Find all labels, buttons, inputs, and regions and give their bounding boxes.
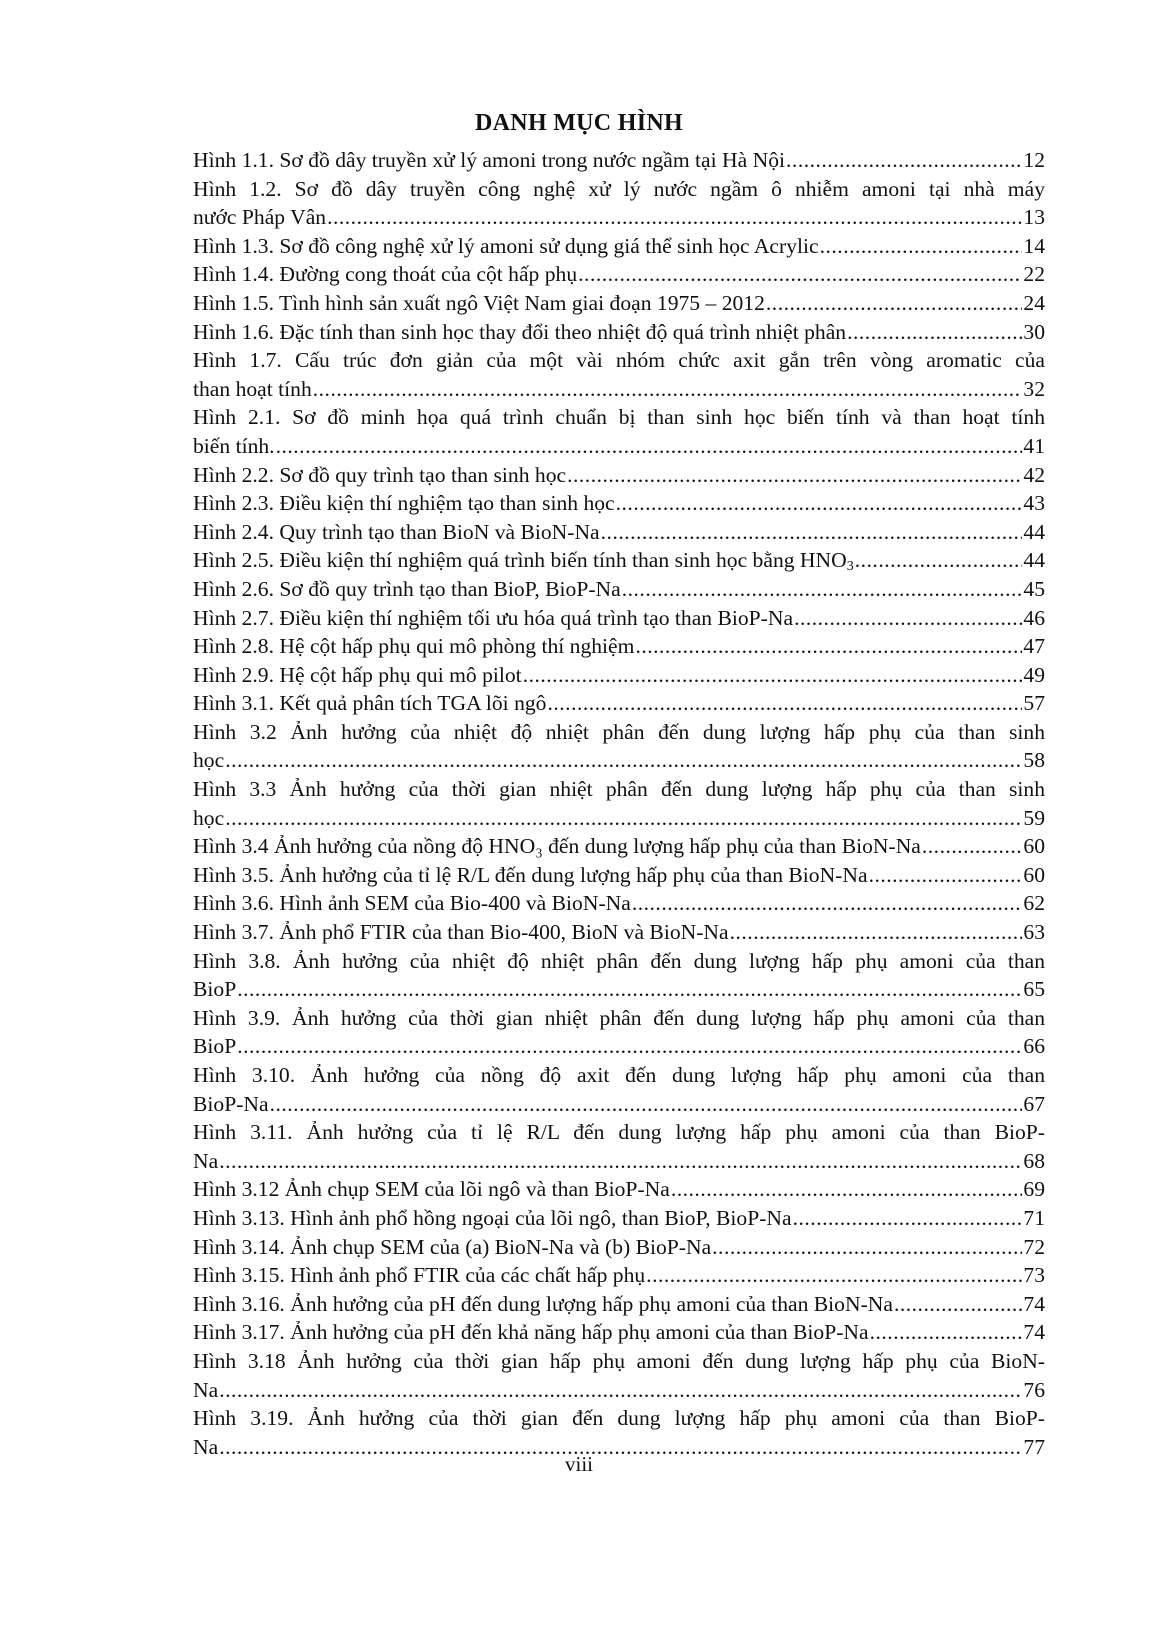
figure-entry-label: Hình 1.7. Cấu trúc đơn giản của một vài nhóm chức axit gắn trên vòng aromatic của [193,348,1045,373]
figure-entry-page: 30 [1023,319,1045,344]
figure-entry-label-text: Hình 3.4 Ảnh hưởng của nồng độ HNO₃ đến dung lượng hấp phụ của than BioN-Na [193,834,921,859]
figure-entry-page: 67 [1023,1091,1045,1116]
dot-leader [237,1032,1022,1061]
figure-entry [193,403,1045,460]
figure-entry-label-text: Hình 2.3. Điều kiện thí nghiệm tạo than sinh học [193,491,615,516]
figure-entry [193,604,1045,633]
figure-entry [193,1004,1045,1061]
figure-entry-label [193,889,631,918]
figure-entry-label [193,518,600,547]
figure-entry-label-text: Hình 2.8. Hệ cột hấp phụ qui mô phòng thí nghiệm [193,634,635,659]
figure-entry [193,318,1045,347]
figure-entry-label-text: Hình 3.1. Kết quả phân tích TGA lõi ngô [193,691,547,716]
figure-entry-continuation: BioP [193,977,237,1002]
figure-entry-label [193,918,729,947]
figure-entry-label: Hình 3.18 Ảnh hưởng của thời gian hấp phụ amoni đến dung lượng hấp phụ của BioN- [193,1348,1045,1373]
dot-leader [847,318,1022,347]
figure-entry-label-text: Hình 3.14. Ảnh chụp SEM của (a) BioN-Na và (b) BioP-Na [193,1234,712,1259]
figure-entry-label: Hình 3.8. Ảnh hưởng của nhiệt độ nhiệt phân đến dung lượng hấp phụ amoni của than [193,948,1045,973]
figure-entry-label-text: Hình 1.3. Sơ đồ công nghệ xử lý amoni sử dụng giá thể sinh học Acrylic [193,233,819,258]
figure-entry [193,146,1045,175]
figure-entry-page: 60 [1023,834,1045,859]
figure-entry-page: 42 [1023,462,1045,487]
figure-entry-label-text: Hình 3.6. Hình ảnh SEM của Bio-400 và BioN-Na [193,891,631,916]
figure-entry [193,918,1045,947]
figure-entry-page: 32 [1023,376,1045,401]
dot-leader [730,918,1023,947]
figure-entry-page: 63 [1023,920,1045,945]
figure-entry-label [193,546,854,575]
figure-entry-label-text: Hình 2.5. Điều kiện thí nghiệm quá trình biến tính than sinh học bằng HNO [193,548,847,573]
figure-entry-page: 13 [1023,205,1045,230]
figure-entry-continuation: học [193,748,225,773]
figure-entry-continuation: BioP-Na [193,1091,269,1116]
figure-entry-label [193,861,868,890]
subscript: 3 [846,559,854,575]
figure-entry [193,1318,1045,1347]
figure-entry-continuation: học [193,805,225,830]
figure-entry-label-text: Hình 1.6. Đặc tính than sinh học thay đổi theo nhiệt độ quá trình nhiệt phân [193,319,847,344]
figure-entry-label: Hình 1.2. Sơ đồ dây truyền công nghệ xử lý nước ngầm ô nhiễm amoni tại nhà máy [193,176,1045,201]
figure-entry-label [193,461,566,490]
figure-entry-page: 69 [1023,1177,1045,1202]
figure-entry-page: 24 [1023,290,1045,315]
figure-entry [193,546,1045,575]
figure-entry-label [193,1261,645,1290]
dot-leader [225,804,1022,833]
figure-entry [193,775,1045,832]
figure-entry-page: 59 [1023,805,1045,830]
figure-entry-label-text: Hình 3.15. Hình ảnh phổ FTIR của các chất hấp phụ [193,1263,646,1288]
figure-entry-continuation: BioP [193,1034,237,1059]
figure-entry-label: Hình 3.3 Ảnh hưởng của thời gian nhiệt phân đến dung lượng hấp phụ của than sinh [193,777,1045,802]
figure-entry [193,461,1045,490]
figure-entry-label [193,1204,792,1233]
figure-entry-label [193,1233,711,1262]
figure-entry-label: Hình 3.11. Ảnh hưởng của tỉ lệ R/L đến dung lượng hấp phụ amoni của than BioP- [193,1120,1045,1145]
dot-leader [523,661,1023,690]
figure-entry-label [193,260,577,289]
figure-entry-label-text: Hình 2.7. Điều kiện thí nghiệm tối ưu hóa quá trình tạo than BioP-Na [193,605,794,630]
figure-entry [193,1233,1045,1262]
figure-entry-page: 74 [1023,1291,1045,1316]
figure-entry-label [193,232,819,261]
figure-entry-page: 72 [1023,1234,1045,1259]
figure-entry-label-text: Hình 2.6. Sơ đồ quy trình tạo than BioP, BioP-Na [193,576,621,601]
figure-entry [193,947,1045,1004]
dot-leader [237,975,1022,1004]
figure-entry-page: 45 [1023,576,1045,601]
figure-entry-label [193,604,793,633]
figure-entry-page: 41 [1023,433,1045,458]
figure-entry [193,889,1045,918]
dot-leader [578,260,1022,289]
figure-entry-label-text: Hình 2.9. Hệ cột hấp phụ qui mô pilot [193,662,522,687]
figure-entry [193,1175,1045,1204]
figure-entry-continuation: Na [193,1377,219,1402]
dot-leader [635,632,1022,661]
figure-entry-page: 43 [1023,491,1045,516]
dot-leader [870,1318,1023,1347]
figure-entry-label [193,489,615,518]
figure-entry-page: 44 [1023,548,1045,573]
figure-entry-continuation: biến tính. [193,433,275,458]
figure-entry [193,632,1045,661]
figure-entry [193,661,1045,690]
dot-leader [270,1090,1023,1119]
dot-leader [225,746,1022,775]
figure-entry-continuation: Na [193,1434,219,1459]
figure-entry-page: 68 [1023,1148,1045,1173]
figure-entry-label [193,832,921,861]
dot-leader [794,604,1022,633]
figure-entry [193,1061,1045,1118]
figure-entry-page: 73 [1023,1263,1045,1288]
dot-leader [327,203,1022,232]
dot-leader [712,1233,1022,1262]
figure-entry-page: 47 [1023,634,1045,659]
figure-entry-label [193,632,634,661]
figure-entry [193,260,1045,289]
dot-leader [855,546,1023,575]
figure-entry-label: Hình 3.9. Ảnh hưởng của thời gian nhiệt phân đến dung lượng hấp phụ amoni của than [193,1005,1045,1030]
figure-entry [193,1204,1045,1233]
dot-leader [820,232,1023,261]
dot-leader [616,489,1023,518]
figure-entry [193,175,1045,232]
figure-entry-label-text: Hình 1.1. Sơ đồ dây truyền xử lý amoni trong nước ngầm tại Hà Nội [193,148,786,172]
dot-leader [922,832,1023,861]
figure-entry-label-text: Hình 3.16. Ảnh hưởng của pH đến dung lượng hấp phụ amoni của than BioN-Na [193,1291,893,1316]
figure-entry-page: 60 [1023,862,1045,887]
figure-entry-label-text: Hình 2.4. Quy trình tạo than BioN và BioN-Na [193,519,600,544]
figure-entry [193,232,1045,261]
page-number: viii [564,1452,593,1476]
figure-entry-label [193,1318,869,1347]
dot-leader [601,518,1023,547]
figure-entry-label-text: Hình 1.4. Đường cong thoát của cột hấp phụ [193,262,578,287]
figure-entry-label-text: Hình 1.5. Tình hình sản xuất ngô Việt Nam giai đoạn 1975 – 2012 [193,290,765,315]
figure-entry-label-text: Hình 3.5. Ảnh hưởng của tỉ lệ R/L đến dung lượng hấp phụ của than BioN-Na [193,862,868,887]
figure-entry-page: 74 [1023,1320,1045,1345]
figure-entry-label [193,1290,893,1319]
figure-entry-label [193,146,785,175]
dot-leader [671,1175,1023,1204]
figure-entry-label: Hình 3.19. Ảnh hưởng của thời gian đến dung lượng hấp phụ amoni của than BioP- [193,1406,1045,1431]
dot-leader [793,1204,1023,1233]
dot-leader [869,861,1023,890]
dot-leader [276,432,1023,461]
dot-leader [547,689,1022,718]
figure-entry-continuation: than hoạt tính [193,376,312,401]
figure-entry [193,518,1045,547]
figure-entry-label [193,289,765,318]
dot-leader [219,1147,1022,1176]
dot-leader [766,289,1023,318]
dot-leader [567,461,1022,490]
figure-entry [193,1290,1045,1319]
figure-entry-label [193,575,621,604]
figure-entry-page: 49 [1023,662,1045,687]
figure-entry [193,575,1045,604]
figure-entry-page: 12 [1023,148,1045,172]
dot-leader [313,375,1023,404]
figure-list [193,146,1045,1461]
figure-entry [193,489,1045,518]
figure-entry-label [193,661,522,690]
figure-entry [193,1118,1045,1175]
figure-entry-label-text: Hình 2.2. Sơ đồ quy trình tạo than sinh học [193,462,567,487]
dot-leader [646,1261,1022,1290]
figure-entry-label-text: Hình 3.12 Ảnh chụp SEM của lõi ngô và than BioP-Na [193,1177,670,1202]
figure-entry-page: 58 [1023,748,1045,773]
figure-entry [193,861,1045,890]
figure-entry-page: 46 [1023,605,1045,630]
figure-entry [193,346,1045,403]
figure-entry-label: Hình 3.2 Ảnh hưởng của nhiệt độ nhiệt phân đến dung lượng hấp phụ của than sinh [193,719,1045,744]
figure-entry-page: 77 [1023,1434,1045,1459]
dot-leader [622,575,1023,604]
figure-entry [193,1261,1045,1290]
figure-entry-label-text: Hình 3.7. Ảnh phổ FTIR của than Bio-400, BioN và BioN-Na [193,920,729,945]
figure-entry-continuation: nước Pháp Vân [193,205,327,230]
dot-leader [219,1376,1022,1405]
figure-entry [193,832,1045,861]
figure-entry [193,1347,1045,1404]
figure-entry-label [193,318,846,347]
figure-entry-page: 62 [1023,891,1045,916]
figure-entry-label: Hình 2.1. Sơ đồ minh họa quá trình chuẩn bị than sinh học biến tính và than hoạt tính [193,405,1045,430]
figure-entry-label-text: Hình 3.13. Hình ảnh phổ hồng ngoại của lõi ngô, than BioP, BioP-Na [193,1205,792,1230]
dot-leader [894,1290,1022,1319]
figure-entry-page: 57 [1023,691,1045,716]
page-title: DANH MỤC HÌNH [475,110,683,136]
figure-entry-label: Hình 3.10. Ảnh hưởng của nồng độ axit đến dung lượng hấp phụ amoni của than [193,1063,1045,1087]
figure-entry-page: 66 [1023,1034,1045,1059]
figure-entry-page: 44 [1023,519,1045,544]
figure-entry-page: 14 [1023,233,1045,258]
dot-leader [786,146,1022,175]
dot-leader [632,889,1023,918]
figure-entry [193,689,1045,718]
figure-entry-continuation: Na [193,1148,219,1173]
figure-entry-page: 71 [1023,1205,1045,1230]
figure-entry [193,289,1045,318]
figure-entry-label [193,689,546,718]
figure-entry-label [193,1175,670,1204]
figure-entry-page: 65 [1023,977,1045,1002]
figure-entry-page: 76 [1023,1377,1045,1402]
figure-entry-label-text: Hình 3.17. Ảnh hưởng của pH đến khả năng hấp phụ amoni của than BioP-Na [193,1320,869,1345]
figure-entry-page: 22 [1023,262,1045,287]
figure-entry [193,718,1045,775]
